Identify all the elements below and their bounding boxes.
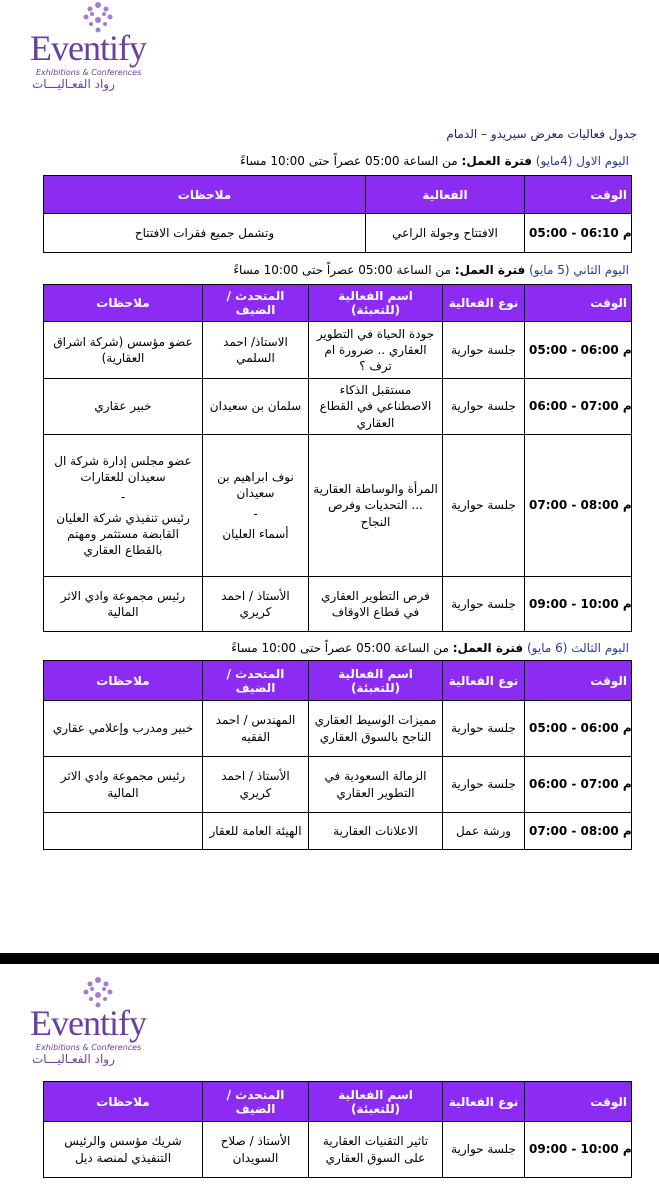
cell-speaker: الأستاذ / احمد كريري (203, 757, 309, 813)
table-row (44, 214, 632, 253)
table-row (44, 701, 632, 757)
day3-line (231, 641, 629, 655)
header-notes: ملاحظات (44, 1082, 203, 1122)
cell-name: المرأة والوساطة العقارية ... التحديات وفرص النجاح (309, 435, 443, 577)
cell-notes: خبير ومدرب وإعلامي عقاري (44, 701, 203, 757)
day1-table (43, 175, 632, 253)
cell-time: 05:00 - 06:00 م (525, 701, 632, 757)
table-row (44, 577, 632, 632)
header-time: الوقت (525, 1082, 632, 1122)
day3-work-label: فترة العمل: (452, 641, 524, 655)
cell-speaker: الأستاذ / احمد كريري (203, 577, 309, 632)
page-title: جدول فعاليات معرض سيريدو – الدمام (446, 127, 637, 141)
cell-speaker (203, 435, 309, 577)
header-time: الوقت (525, 176, 632, 214)
day2-work-label: فترة العمل: (454, 263, 526, 277)
speaker-1: نوف ابراهيم بن سعيدان (217, 470, 294, 501)
cell-time: 09:00 - 10:00 م (525, 577, 632, 632)
cell-event: الافتتاح وجولة الراعي (366, 214, 525, 253)
cell-notes: عضو مؤسس (شركة اشراق العقارية) (44, 322, 203, 379)
day3-table (43, 660, 632, 850)
cell-name: الزمالة السعودية في التطوير العقاري (309, 757, 443, 813)
header-time: الوقت (525, 661, 632, 701)
header-time: الوقت (525, 285, 632, 322)
header-notes: ملاحظات (44, 661, 203, 701)
day2-table (43, 284, 632, 632)
cell-type: جلسة حوارية (443, 322, 525, 379)
cell-time: 05:00 - 06:00 م (525, 322, 632, 379)
cell-speaker: المهندس / احمد الفقيه (203, 701, 309, 757)
header-type: نوع الفعالية (443, 661, 525, 701)
cell-name: مميزات الوسيط العقاري الناجح بالسوق العقاري (309, 701, 443, 757)
cell-name: الاعلانات العقارية (309, 813, 443, 850)
header-notes: ملاحظات (44, 176, 366, 214)
cell-name: فرص التطوير العقاري في قطاع الاوقاف (309, 577, 443, 632)
table-row (44, 379, 632, 435)
cell-type: جلسة حوارية (443, 577, 525, 632)
cell-notes: رئيس مجموعة وادي الاثر المالية (44, 757, 203, 813)
header-speaker: المتحدث / الضيف (203, 661, 309, 701)
cell-type: جلسة حوارية (443, 757, 525, 813)
table-row (44, 435, 632, 577)
table-row (44, 1122, 632, 1178)
notes-2: رئيس تنفيذي شركة العليان القابضة مستثمر ومهتم بالقطاع العقاري (56, 510, 190, 557)
day3-work-hours: من الساعة 05:00 عصراً حتى 10:00 مساءً (231, 641, 449, 655)
speaker-separator: - (253, 506, 258, 521)
cell-time: 06:00 - 07:00 م (525, 757, 632, 813)
brand-arabic: رواد الفعـاليـــات (32, 77, 115, 91)
cell-time: 07:00 - 08:00 م (525, 813, 632, 850)
day2-label: اليوم الثاني (5 مايو) (529, 263, 629, 277)
header-type: نوع الفعالية (443, 285, 525, 322)
brand-name: Eventify (30, 1003, 146, 1043)
cell-notes: رئيس مجموعة وادي الاثر المالية (44, 577, 203, 632)
brand-tagline: Exhibitions & Conferences (36, 68, 142, 77)
cell-notes (44, 435, 203, 577)
page2-table (43, 1081, 632, 1178)
day2-line (233, 263, 629, 277)
cell-speaker: سلمان بن سعيدان (203, 379, 309, 435)
table-row (44, 322, 632, 379)
brand-arabic: رواد الفعـاليـــات (32, 1052, 115, 1066)
cell-notes (44, 813, 203, 850)
notes-1: عضو مجلس إدارة شركة ال سعيدان للعقارات (54, 453, 192, 485)
table-row (44, 813, 632, 850)
header-name: اسم الفعالية (للتعبئة) (309, 661, 443, 701)
cell-notes: وتشمل جميع فقرات الافتتاح (44, 214, 366, 253)
cell-name: مستقبل الذكاء الاصطناعي في القطاع العقاري (309, 379, 443, 435)
cell-name: جودة الحياة في التطوير العقاري .. ضرورة ام ترف ؟ (309, 322, 443, 379)
cell-type: جلسة حوارية (443, 1122, 525, 1178)
cell-time: 07:00 - 08:00 م (525, 435, 632, 577)
cell-speaker: الهيئة العامة للعقار (203, 813, 309, 850)
cell-type: جلسة حوارية (443, 701, 525, 757)
notes-separator: - (120, 490, 126, 505)
header-speaker: المتحدث / الضيف (203, 285, 309, 322)
table-row (44, 757, 632, 813)
header-event: الفعالية (366, 176, 525, 214)
cell-notes: شريك مؤسس والرئيس التنفيذي لمنصة ديل (44, 1122, 203, 1178)
brand-name: Eventify (30, 28, 146, 68)
speaker-2: أسماء العليان (222, 526, 289, 541)
cell-speaker: الاستاذ/ احمد السلمي (203, 322, 309, 379)
cell-type: جلسة حوارية (443, 379, 525, 435)
cell-time: 06:00 - 07:00 م (525, 379, 632, 435)
day1-work-hours: من الساعة 05:00 عصراً حتى 10:00 مساءً (240, 154, 458, 168)
header-name: اسم الفعالية (للتعبئة) (309, 1082, 443, 1122)
header-speaker: المتحدث / الضيف (203, 1082, 309, 1122)
cell-time: 09:00 - 10:00 م (525, 1122, 632, 1178)
cell-type: جلسة حوارية (443, 435, 525, 577)
page-divider (0, 953, 659, 964)
header-type: نوع الفعالية (443, 1082, 525, 1122)
header-name: اسم الفعالية (للتعبئة) (309, 285, 443, 322)
cell-notes: خبير عقاري (44, 379, 203, 435)
cell-time: 05:00 - 06:10 م (525, 214, 632, 253)
brand-tagline: Exhibitions & Conferences (36, 1043, 142, 1052)
cell-type: ورشة عمل (443, 813, 525, 850)
cell-speaker: الأستاذ / صلاح السويدان (203, 1122, 309, 1178)
day3-label: اليوم الثالث (6 مايو) (526, 641, 629, 655)
day1-work-label: فترة العمل: (461, 154, 532, 168)
header-notes: ملاحظات (44, 285, 203, 322)
day2-work-hours: من الساعة 05:00 عصراً حتى 10:00 مساءً (233, 263, 451, 277)
day1-line (240, 154, 629, 168)
day1-label: اليوم الاول (4مايو) (535, 154, 629, 168)
cell-name: تاثير التقنيات العقارية على السوق العقاري (309, 1122, 443, 1178)
